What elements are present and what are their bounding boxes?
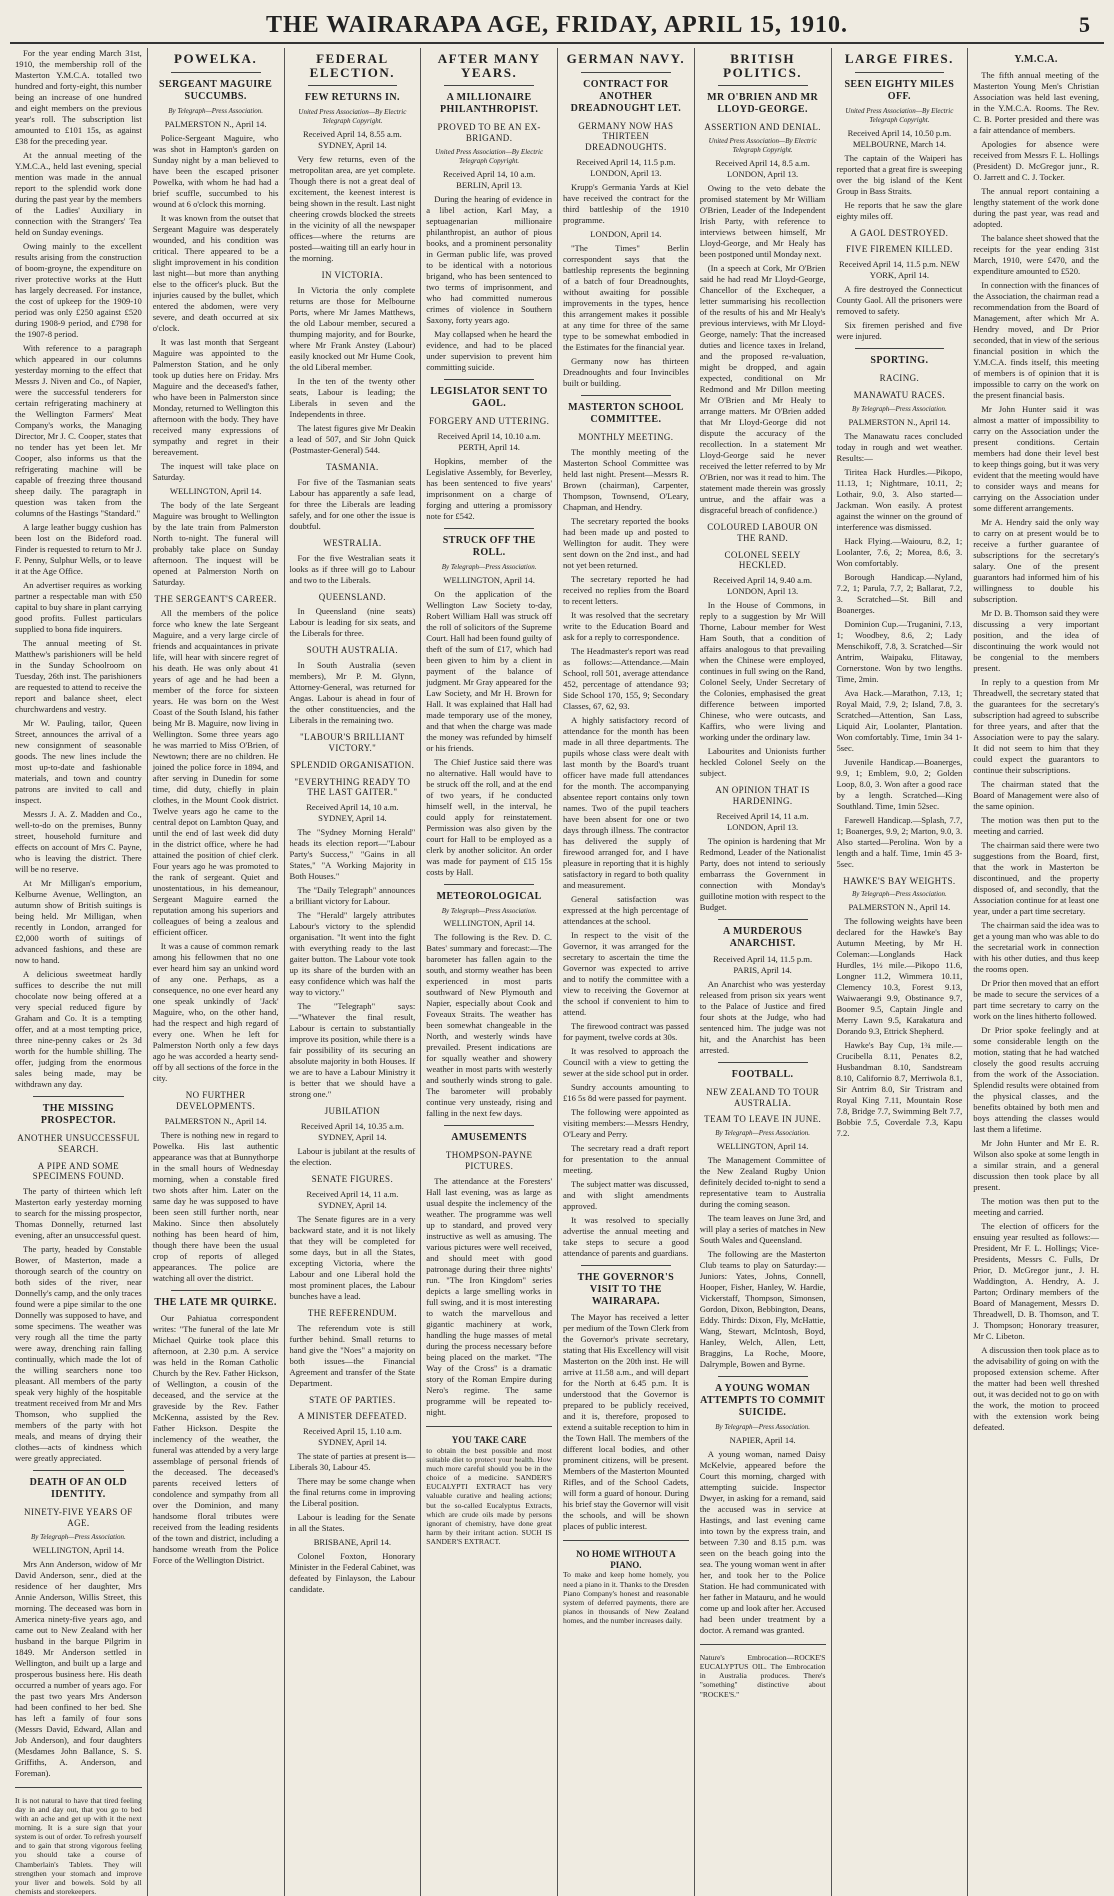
divider [444, 379, 534, 380]
article-paragraph: Krupp's Germania Yards at Kiel have received the contract for the third battleship of the 1910 programme. [563, 182, 689, 226]
article-paragraph: The Management Committee of the New Zealand Rugby Union definitely decided to-night to send a representative team to Australia during the coming season. [699, 1155, 826, 1210]
article-headline: LEGISLATOR SENT TO GAOL. [430, 385, 548, 409]
article-paragraph: Borough Handicap.—Nyland, 7.2, 1; Parula, 7.7, 2; Ballarat, 7.2, 3. Scratched—St. Bill and Boanerges. [836, 571, 963, 615]
article-paragraph: The Manawatu races concluded today in rough and wet weather. Results:— [836, 430, 963, 463]
article-headline: GERMAN NAVY. [566, 51, 686, 66]
divider [581, 72, 671, 73]
article-subheading: A GAOL DESTROYED. [850, 227, 949, 238]
article-paragraph: Hawke's Bay Cup, 1¾ mile.—Crucibella 8.11, Penates 8.2, Husbandman 8.10, Sandstream 8.10, Californio 8.7, Merriwola 8.1, Sir Antrim 8.0, Sir Tristram and Royal King 7.11, Mountain Rose 7.8, Bridge 7.7, Swimming Belt 7.7, Bobbie 7.5, Coverdale 7.3, Kapu 7.2. [836, 1040, 963, 1139]
article-subheading: JUBILATION [324, 1106, 381, 1117]
article-paragraph: Farewell Handicap.—Splash, 7.7, 1; Boanerges, 9.9, 2; Marton, 9.0, 3. Also started—Perolina. Won by a length and a half. Time, 1min 45 3-5sec. [836, 814, 963, 869]
article-paragraph: The Chief Justice said there was no alternative. Hall would have to be struck off the roll, and at the end of two years, if he conducted himself well, in the interval, he could apply for reinstatement. Permission was also given by the court for Hall to be employed as a clerk by another solicitor. An order was made for payment of £15 15s costs by Hall. [426, 756, 552, 877]
article-paragraph: A large leather buggy cushion has been lost on the Bideford road. Finder is requested to return to Mr J. F. Penny, Sulphur Wells, or to leave it at the Age Office. [15, 522, 142, 576]
divider [444, 528, 534, 529]
article-subheading: SEEN EIGHTY MILES OFF. [844, 78, 955, 102]
divider [33, 1470, 124, 1471]
article-paragraph: The following were appointed as visiting members:—Messrs Hendry, O'Leary and Perry. [563, 1106, 689, 1139]
article-paragraph: The balance sheet showed that the receipts for the year ending 31st March, 1910, were £470, and the expenditure amounted to £520. [973, 233, 1099, 276]
wire-credit: United Press Association—By Electric Telegraph Copyright. [435, 147, 544, 165]
article-paragraph: The following is the Rev. D. C. Bates' summary and forecast:—The barometer has fallen again to the south, and stormy weather has been experienced in most parts southward of New Plymouth and Napier, especially about Cook and Foveaux Straits. The weather has been somewhat changeable in the North, and westerly winds have prevailed. Present indications are for squally weather and showery weather in most parts with westerly and southerly winds strong to gale. The barometer will probably continue very unsteady, rising and falling in the next few days. [426, 932, 552, 1119]
masthead [10, 8, 1104, 44]
article-paragraph: The annual report containing a lengthy statement of the work done during the past year, was read and adopted. [973, 186, 1099, 229]
wire-credit: By Telegraph—Press Association. [168, 106, 264, 115]
article-paragraph: Mr A. Hendry said the only way to carry on at present would be to receive a further guarantee of subscriptions for the secretary's salary. One of the present guarantors had informed him of his willingness to double his subscription. [973, 517, 1099, 604]
advertisement-text: To make and keep home homely, you need a piano in it. Thanks to the Dresden Piano Company's honest and reasonable system of deferred payments, there are pianos in thousands of New Zealand homes, and the number increases daily. [563, 1570, 689, 1625]
article-paragraph: Our Pahiatua correspondent writes: "The funeral of the late Mr Michael Quirke took place this afternoon, at 2.30 p.m. A service was held in the Roman Catholic Church by the Rev. Father Hickson, of Wellington, a cousin of the deceased, and the service at the graveside by the Rev. Father McKenna, assisted by the Rev. Father Hickson. Despite the inclemency of the weather, the funeral was attended by a very large assemblage of personal friends of the deceased. The deceased's parents received letters of condolence and sympathy from all over the Dominion, and many handsome floral tributes were received from the leading residents of the town and district, including a handsome wreath from the Police Force of the Wellington District. [152, 1312, 279, 1565]
article-subheading: TEAM TO LEAVE IN JUNE. [704, 1114, 822, 1125]
article-paragraph: The "Telegraph" says:—"Whatever the final result, Labour is certain to substantially improve its position, while there is a fair possibility of its securing an absolute majority in both Houses. If we are to have a Labour Ministry it is better that we should have a strong one." [289, 1001, 416, 1100]
article-subheading: THE SERGEANT'S CAREER. [154, 593, 277, 604]
dateline: Received April 14, 10.35 a.m. SYDNEY, April 14. [300, 1120, 404, 1142]
article-subheading: "EVERYTHING READY TO THE LAST GAITER." [294, 776, 411, 798]
dateline: BRISBANE, April 14. [313, 1537, 392, 1548]
article-paragraph: The body of the late Sergeant Maguire was brought to Wellington by the late train from Palmerston North to-night. The funeral will probably take place on Sunday afternoon. The inquest will be opened at Palmerston North on Saturday. [152, 499, 279, 587]
article-paragraph: "The Times" Berlin correspondent says that the battleship represents the beginning of a batch of four Dreadnoughts, without awaiting for possible improvements in the types, hence this arrangement makes it possible at any time for three of the same type to be somewhat embodied in the Estimates for the financial year. [563, 243, 689, 353]
article-paragraph: The Headmaster's report was read as follows:—Attendance.—Main School, roll 501, average attendance 452, percentage of attendance 93; Side School 170, 155, 9; Secondary Classes, 67, 62, 93. [563, 645, 689, 711]
article-headline: BRITISH POLITICS. [723, 51, 803, 80]
article-subheading: FIVE FIREMEN KILLED. [846, 244, 953, 255]
article-paragraph: Owing mainly to the excellent results arising from the construction of boom-groyne, the expenditure on river protective works at the Hutt has largely decreased. For instance, the cost of upkeep for the 1909-10 period was only £250 against £520 during 1908-9 period, and £798 for the 1907-8 period. [15, 241, 142, 339]
advertisement-heading: YOU TAKE CARE [451, 1435, 527, 1446]
article-headline: AMUSEMENTS [451, 1132, 527, 1144]
article-paragraph: The attendance at the Foresters' Hall last evening, was as large as usual despite the inclemency of the weather. The programme was well up to standard, and proved very instructive as well as amusing. The various pictures were well received, and should meet with good patronage during their three nights' run. "The Iron Kingdom" series depicts a large smelling works in full swing, and it is most interesting to watch the marvellous and gigantic machinery at work, handling the huge masses of metal during the process necessary before being placed on the market. "The Way of the Cross" is a dramatic story of the Roman Empire during Nero's regime. The same programme will be repeated to-night. [426, 1176, 552, 1418]
article-paragraph: The secretary reported he had received no replies from the Board to recent letters. [563, 573, 689, 606]
article-paragraph: Labour is jubilant at the results of the election. [289, 1145, 416, 1167]
article-headline: THE GOVERNOR'S VISIT TO THE WAIRARAPA. [577, 1271, 675, 1307]
wire-credit: By Telegraph—Press Association. [30, 1532, 126, 1541]
article-subheading: A MILLIONAIRE PHILANTHROPIST. [439, 92, 539, 116]
article-paragraph: In South Australia (seven members), Mr P. M. Glynn, Attorney-General, was returned for Angas. Labour is ahead in four of the other constituencies, and the Liberals in the remaining two. [289, 660, 416, 726]
article-subheading: TASMANIA. [326, 461, 379, 472]
article-paragraph: In Victoria the only complete returns are those for Melbourne Ports, where Mr James Matthews, the old Labour member, secured a thumping majority, and for Bourke, where Mr Frank Anstey (Labour) easily knocked out Mr Hume Cook, the old Liberal member. [289, 284, 416, 372]
article-subheading: ASSERTION AND DENIAL. [704, 122, 821, 133]
article-paragraph: The Senate figures are in a very backward state, and it is not likely that they will be completed for some days, but in all the States, excepting Victoria, where the Labour and one Liberal hold the most prominent places, the Labour bunches have a lead. [289, 1213, 416, 1301]
dateline: WELLINGTON, April 14. [443, 574, 535, 585]
article-headline: THE LATE MR QUIRKE. [154, 1296, 277, 1308]
article-paragraph: At the annual meeting of the Y.M.C.A., held last evening, special mention was made in the annual report to the splendid work done during the past year by the members of the Ladies' Auxiliary in connection with the Strangers' Tea held on Sunday evenings. [15, 150, 142, 237]
divider [444, 884, 534, 885]
divider [33, 1096, 124, 1097]
article-headline: A YOUNG WOMAN ATTEMPTS TO COMMIT SUICIDE. [700, 1383, 826, 1419]
article-paragraph: Mrs Ann Anderson, widow of Mr David Anderson, senr., died at the residence of her daughter, Mrs Annie Anderson, Willis Street, this morning. The deceased was born in America ninety-five years ago, and came out to New Zealand with her husband in the barque Pilgrim in 1849. Mr Anderson settled in Wellington, and built up a large and prosperous business here. His death occurred a number of years ago. For the past two years Mrs Anderson had been confined to her bed. She has left a family of four sons (Messrs David, Edward, Allan and Job Anderson), and four daughters (Mesdames John Ballance, S. S. Griffiths, A. Anderson, and Foreman). [15, 1558, 142, 1778]
dateline: WELLINGTON, April 14. [169, 485, 262, 496]
article-paragraph: During the hearing of evidence in a libel action, Karl May, a septuagenarian millionaire philanthropist, an author of pious books, and a prominent personality in German public life, was proved to be identical with a notorious brigand, who has been sentenced to two terms of imprisonment, and who had committed numerous crimes of violence in Southern Saxony, forty years ago. [426, 193, 552, 325]
article-paragraph: A fire destroyed the Connecticut County Gaol. All the prisoners were removed to safety. [836, 284, 963, 317]
article-subheading: NO FURTHER DEVELOPMENTS. [176, 1090, 256, 1112]
article-subheading: MANAWATU RACES. [853, 389, 946, 400]
article-subheading: IN VICTORIA. [321, 270, 384, 281]
article-paragraph: It was resolved to specially advertise the annual meeting and take steps to secure a good attendance of parents and guardians. [563, 1214, 689, 1258]
article-paragraph: The following weights have been declared for the Hawke's Bay Autumn Meeting, by Mr H. Coleman:—Longlands Hack Hurdles, 1½ mile.—Pikopo 11.6, Longner 11.2, Wimmera 10.11, Clemency 10.3, Forest 9.13, Waiwaerangi 9.9, Obstinance 9.7, Boomer 9.5, Captain Jingle and Merry Lawn 9.5, Karakatura and Dorando 9.3, Ettrick Shepherd. [836, 916, 963, 1037]
article-headline: Y.M.C.A. [1014, 54, 1058, 65]
article-subheading: SPLENDID ORGANISATION. [290, 759, 415, 770]
article-paragraph: Juvenile Handicap.—Boanerges, 9.9, 1; Emblem, 9.0, 2; Golden Loop, 8.0, 3. Won after a good race by a length. Scratched—King Southland. Time, 1min 52sec. [836, 756, 963, 811]
dateline: Received April 14, 11.5 p.m. LONDON, April 13. [576, 157, 676, 179]
divider [563, 1540, 689, 1541]
article-headline: LARGE FIRES. [844, 51, 954, 66]
article-paragraph: Police-Sergeant Maguire, who was shot in Hampton's garden on Sunday night by a man believed to have been the escaped prisoner Powelka, with whom he had had a brief scuffle, succumbed to his wound at 6 o'clock this morning. [152, 132, 279, 209]
article-paragraph: A young woman, named Daisy McKelvie, appeared before the Court this morning, charged with attempting suicide. Inspector Dwyer, in asking for a remand, said the accused was in service at Hastings, and last evening came into town by the express train, and between 7.30 and 8.15 p.m. was seen on the beach going into the sea. The young woman went in after her, and took her to the Police Station. He had communicated with her father in Matauru, and he would come up and look after her. Accused had been under treatment by a doctor. A remand was granted. [699, 1449, 826, 1636]
divider [855, 348, 945, 349]
article-paragraph: In reply to a question from Mr Threadwell, the secretary stated that the guarantees for the secretary's subscription had agreed to subscribe for three years, and after that the Association were to pay the salary. It did not seem to him that they could expect the guarantors to continue their subscriptions. [973, 677, 1099, 775]
column-2 [147, 48, 284, 1896]
dateline: Received April 14, 11 a.m. SYDNEY, April 14. [306, 1188, 399, 1210]
dateline: NAPIER, April 14. [729, 1435, 796, 1446]
article-subheading: SOUTH AUSTRALIA. [306, 645, 399, 656]
article-subheading: QUEENSLAND. [318, 591, 386, 602]
article-paragraph: It was resolved that the secretary write to the Education Board and ask for a reply to correspondence. [563, 609, 689, 642]
article-paragraph: Hopkins, member of the Legislative Assembly, for Beverley, has been sentenced to five years' imprisonment on a charge of forging and uttering a promissory note for £542. [426, 455, 552, 521]
wire-credit: By Telegraph—Press Association. [851, 890, 947, 899]
article-paragraph: (In a speech at Cork, Mr O'Brien said he had read Mr Lloyd-George, Chancellor of the Exchequer, a letter summarising his recollection of the results of his and Mr Healy's previous interviews, with Mr Lloyd-George, namely: That the increased duties and licence taxes in Ireland, and the proposed re-valuation, might be dropped, and again expected, conditional on Mr Redmond and Mr Dillon meeting Mr O'Brien and Mr Healy to arrange matters. Mr O'Brien added that Mr Lloyd-George did not dispute the accuracy of the recollection. In a statement Mr Lloyd-George said he never received the letter referred to by Mr O'Brien, nor was it read to him. The statement made therein was grossly untrue, and the affair was a disgraceful breach of confidence.) [699, 262, 826, 515]
article-paragraph: The fifth annual meeting of the Masterton Young Men's Christian Association was held last evening, in the Y.M.C.A. Rooms. The Rev. C. B. Porter presided and there was a fair attendance of members. [973, 70, 1099, 135]
article-paragraph: With reference to a paragraph which appeared in our columns yesterday morning to the effect that Messrs J. Niven and Co., of Napier, were the successful tenderers for certain refrigerating machinery at the Wellington Farmers' Meat Company's works, the Managing Director, Mr J. C. Cooper, states that no tender has yet been let. Mr Cooper, also informs us that the refrigerating machine will be capable of freezing three thousand sheep daily. The paragraph in question was taken from the columns of the Hastings "Standard." [15, 343, 142, 518]
article-subheading: A MINISTER DEFEATED. [298, 1411, 407, 1422]
article-headline: THE MISSING PROSPECTOR. [40, 1103, 116, 1126]
dateline: Received April 14, 9.40 a.m. LONDON, April 13. [713, 575, 813, 597]
divider [718, 1376, 808, 1377]
article-subheading: MR O'BRIEN AND MR LLOYD-GEORGE. [707, 92, 819, 116]
columns [10, 48, 1104, 1896]
article-headline: A MURDEROUS ANARCHIST. [723, 925, 803, 949]
article-paragraph: The Mayor has received a letter per medium of the Town Clerk from the Governor's private secretary, stating that His Excellency will visit Masterton on the 20th inst. He will arrive at 11.58 a.m., and will depart for the North at 6.45 p.m. It is understood that the Governor is prepared to be publicly received, and it is, therefore, proposed to extend a suitable reception to him in the Town Hall. The members of the different local bodies, and other prominent citizens, will be present. Members of the Masterton Mounted Rifles, and of the School Cadets, will form a guard of honour. During his brief stay the Governor will visit the schools, and will be shown places of public interest. [563, 1311, 689, 1531]
article-paragraph: The secretary reported the books had been made up and posted to Wellington for audit. They were sent down on the 2nd inst., and had not yet been returned. [563, 515, 689, 570]
article-paragraph: Messrs J. A. Z. Madden and Co., well-to-do on the premises, Bunny street, household furniture and effects on account of Mrs C. Payne, who is leaving the district. There will be no reserve. [15, 809, 142, 874]
article-paragraph: The "Daily Telegraph" announces a brilliant victory for Labour. [289, 885, 416, 907]
dateline: WELLINGTON, April 14. [32, 1544, 125, 1555]
article-subheading: RACING. [879, 373, 920, 384]
dateline: Received April 14, 10 a.m. SYDNEY, April 14. [306, 802, 399, 824]
dateline: PALMERSTON N., April 14. [848, 416, 951, 427]
article-paragraph: Labour is leading for the Senate in all the States. [289, 1512, 416, 1534]
article-paragraph: In the ten of the twenty other seats, Labour is leading; the Liberals in seven and the Independents in three. [289, 375, 416, 419]
article-paragraph: The latest figures give Mr Deakin a lead of 507, and Sir John Quick (Postmaster-General) 544. [289, 422, 416, 455]
article-paragraph: The "Herald" largely attributes Labour's victory to the splendid organisation. "It went into the fight with everything ready to the last gaiter button. The Labour vote took up its share of the burden with an easy confidence which was half the way to victory." [289, 910, 416, 998]
column-5 [557, 48, 694, 1896]
article-headline: FOOTBALL. [731, 1068, 794, 1080]
article-subheading: WESTRALIA. [323, 537, 382, 548]
article-paragraph: An advertiser requires as working partner a respectable man with £50 capital to buy share in plant carrying good profits. Fullest particulars supplied to bona fide inquirers. [15, 580, 142, 634]
article-paragraph: Mr John Hunter and Mr E. R. Wilson also spoke at some length in a similar strain, and a general discussion then took place by all present. [973, 1138, 1099, 1192]
divider [308, 85, 398, 86]
article-paragraph: In connection with the finances of the Association, the chairman read a recommendation from the Board of Management, after which Mr A. Hendry moved, and Dr Prior seconded, that in view of the serious financial position in which the Y.M.C.A. finds itself, this meeting of members is of opinion that it is impossible to carry on the work on the present financial basis. [973, 280, 1099, 400]
article-subheading: A PIPE AND SOME SPECIMENS FOUND. [32, 1160, 125, 1182]
article-subheading: AN OPINION THAT IS HARDENING. [715, 785, 810, 806]
article-paragraph: The captain of the Waiperi has reported that a great fire is sweeping over the big island of the Kent Group in Bass Straits. [836, 152, 963, 196]
column-6 [694, 48, 831, 1896]
article-paragraph: A highly satisfactory record of attendance for the month has been made in all three departments. The pupils whose class were dealt with last month by the Board's truant officer have made full attendances for the month. The accompanying absentee report contains only town names. Two of the pupil teachers have been absent for one or two days through illness. The contractor has delivered the supply of firewood arranged for, and I have pleasure in reporting that it is highly satisfactory in regard to both quality and measurement. [563, 714, 689, 890]
column-3 [284, 48, 421, 1896]
article-paragraph: All the members of the police force who knew the late Sergeant Maguire, and a very large circle of friends and acquaintances in private life, will hear with sincere regret of his death. He was only about 41 years of age and he had been a member of the force for sixteen years. He was born on the West Coast of the South Island, his father being Mr B. Maguire, now living in Wellington. Some three years ago he was married to Miss O'Brien, of Newtown; there are no children. He joined the police force in 1894, and after serving in Dunedin for some time, did duty, chiefly in plain clothes, in the Mount Cook district. Twelve years ago he came to the central depot on Lambton Quay, and until the end of last week did duty in the district office, where he had attained the position of chief clerk. Four years ago he was promoted to the rank of sergeant. Quiet and unostentatious, in his demeanour, Sergeant Maguire earned the reputation among his superiors and colleagues of being a zealous and efficient officer. [152, 608, 279, 938]
article-paragraph: At Mr Milligan's emporium, Kelburne Avenue, Wellington, an autumn show of British suitings is being held. Mr Milligan, when recently in London, arranged for £2,000 worth of suitings of advanced fashions, and these are now to hand. [15, 878, 142, 965]
article-paragraph: The secretary read a draft report for presentation to the annual meeting. [563, 1142, 689, 1175]
article-paragraph: Very few returns, even of the metropolitan area, are yet complete. Though there is not a great deal of excitement, the keenest interest is being shown in the result. Last night cheering crowds blocked the streets in the vicinity of all the newspaper offices—where the returns are posted—waiting till an early hour in the morning. [289, 154, 416, 264]
article-paragraph: General satisfaction was expressed at the high percentage of attendances at the school. [563, 893, 689, 926]
article-paragraph: There is nothing new in regard to Powelka. His last authentic appearance was that at Bunnythorpe in the small hours of Wednesday morning, when a constable fired two shots after him. Later on the same day he was supposed to have been seen still further north, near Makino. Since then absolutely nothing has been heard of him, though there have been the usual crop of reports of alleged appearances. The police are watching all over the district. [152, 1129, 279, 1283]
dateline: Received April 14, 10 a.m. BERLIN, April 13. [442, 168, 536, 190]
dateline: Received April 15, 1.10 a.m. SYDNEY, April 14. [302, 1426, 402, 1448]
dateline: Received April 14, 11 a.m. LONDON, April 13. [716, 810, 809, 832]
article-subheading: MONTHLY MEETING. [578, 432, 674, 443]
article-paragraph: Tiritea Hack Hurdles.—Pikopo, 11.13, 1; Nightmare, 10.11, 2; Lothair, 9.0, 3. Also started—Jackman. Won easily. A protest against the winner on the ground of interference was dismissed. [836, 466, 963, 532]
dateline: Received April 14, 10.50 p.m. MELBOURNE, March 14. [847, 127, 952, 149]
dateline: WELLINGTON, April 14. [716, 1141, 809, 1152]
article-paragraph: Owing to the veto debate the promised statement by Mr William O'Brien, Leader of the Independent Irish Party, with reference to interviews between himself, Mr Lloyd-George, and Mr Healy has been postponed until Monday next. [699, 182, 826, 259]
dateline: PALMERSTON N., April 14. [848, 902, 951, 913]
dateline: Received April 14, 8.5 a.m. LONDON, April 13. [715, 157, 810, 179]
article-subheading: "LABOUR'S BRILLIANT VICTORY." [300, 732, 405, 753]
divider [171, 72, 261, 73]
wire-credit: By Telegraph—Press Association. [715, 1129, 811, 1138]
article-paragraph: It was a cause of common remark among his fellowmen that no one ever heard him say an unkind word of any one. Perhaps, as a consequence, no one ever heard any one speak unkindly of 'Jack' Maguire, who, on the other hand, had the respect and high regard of every one. When he left for Palmerston North only a few days ago he was accorded a hearty send-off by all sections of the force in the city. [152, 941, 279, 1084]
article-subheading: CONTRACT FOR ANOTHER DREADNOUGHT LET. [570, 78, 682, 114]
article-subheading: THOMPSON-PAYNE PICTURES. [445, 1150, 533, 1172]
article-paragraph: The chairman said there were two suggestions from the Board, first, that the work in Masterton be discontinued, and the property disposed of, and secondly, that the Association continue for at least one year, under a part time secretary. [973, 840, 1099, 916]
advertisement-text: to obtain the best possible and most suitable diet to protect your health. How much more careful should you be in the choice of a medicine. SANDER'S EUCALYPTI EXTRACT has very valuable curative and healing actions; but the so-called Eucalyptus Extracts, which are crude oils made by persons ignorant of chemistry, have done great harm by their irritant action. SUCH IS SANDER'S EXTRACT. [426, 1445, 552, 1546]
dateline: Received April 14, 8.55 a.m. SYDNEY, April 14. [302, 129, 402, 151]
article-paragraph: Six firemen perished and five were injured. [836, 320, 963, 342]
dateline: Received April 14, 10.10 a.m. PERTH, April 14. [437, 430, 541, 452]
article-paragraph: The state of parties at present is—Liberals 30, Labour 45. [289, 1451, 416, 1473]
divider [718, 1062, 808, 1063]
article-subheading: COLOURED LABOUR ON THE RAND. [707, 521, 818, 543]
article-paragraph: The monthly meeting of the Masterton School Committee was held last night. Present—Messrs R. Brown (chairman), Carpenter, Thompson, Townsend, O'Leary, Chapman, and Hendry. [563, 446, 689, 512]
page-number: 5 [1079, 12, 1090, 37]
wire-credit: United Press Association—By Electric Telegraph Copyright. [708, 137, 817, 155]
article-paragraph: The following are the Masterton Club teams to play on Saturday:—Juniors: Yates, Johns, Connell, Hooper, Fisher, Hanley, W. Hardie, Vickerstaff, Thompson, Simonsen, Gordon, Dixon, Bebbington, Deans, Eddy. Thirds: Dixon, Fly, McHattie, Wang, Stewart, McIntosh, Boyd, Hanley, Welch, Allen, Lett, Braggins, La Roche, Moore, Dalrymple, Bowen and Byrne. [699, 1249, 826, 1370]
dateline: Received April 14, 11.5 p.m. PARIS, April 14. [713, 953, 813, 975]
wire-credit: By Telegraph—Press Association. [851, 404, 947, 413]
dateline: PALMERSTON N., April 14. [164, 1115, 267, 1126]
article-headline: AFTER MANY YEARS. [437, 51, 541, 80]
article-headline: POWELKA. [174, 51, 258, 66]
article-subheading: ANOTHER UNSUCCESSFUL SEARCH. [17, 1133, 140, 1154]
advertisement [563, 1549, 689, 1625]
column-8 [967, 48, 1104, 1896]
article-paragraph: Apologies for absence were received from Messrs F. L. Hollings (President) D. McGregor junr., R. O. Jarrett and C. J. Tocker. [973, 139, 1099, 182]
divider [718, 919, 808, 920]
dateline: Received April 14, 11.5 p.m. NEW YORK, April 14. [839, 259, 960, 281]
article-subheading: NINETY-FIVE YEARS OF AGE. [24, 1507, 133, 1528]
article-paragraph: The party, headed by Constable Bower, of Masterton, made a thorough search of the country on both sides of the river, near Donnelly's camp, and the only traces found were a pipe similar to the one Donnelly was supposed to have, and some specimens. The weather was very rough all the time the party were away, drenching rain falling continually, which made the lot of the willing searchers none too pleasant. All members of the party speak very highly of the hospitable treatment received from Mr and Mrs Thomson, who supplied the members of the party with hot meals, and means of drying their clothes—acts of kindness which were greatly appreciated. [15, 1244, 142, 1464]
article-paragraph: There may be some change when the final returns come in improving the Liberal position. [289, 1476, 416, 1509]
article-paragraph: The inquest will take place on Saturday. [152, 460, 279, 482]
article-paragraph: In respect to the visit of the Governor, it was arranged for the secretary to ascertain the time the Governor was expected to arrive and to notify the committee with a view to receiving the Governor at the school if convenient to him to attend. [563, 929, 689, 1017]
article-paragraph: Mr W. Pauling, tailor, Queen Street, announces the arrival of a new consignment of seasonable goods. The new lines include the most up-to-date and fashionable materials, and town and country patrons are invited to call and inspect. [15, 718, 142, 805]
newspaper-title: THE WAIRARAPA AGE, FRIDAY, APRIL 15, 1910. [265, 11, 849, 38]
article-headline: SPORTING. [870, 355, 929, 367]
wire-credit: By Telegraph—Press Association. [441, 562, 537, 571]
column-4 [420, 48, 557, 1896]
article-subheading: GERMANY NOW HAS THIRTEEN DREADNOUGHTS. [578, 120, 674, 153]
article-paragraph: The party of thirteen which left Masterton early yesterday morning to search for the missing prospector, Thomas Donnelly, returned last evening, after an unsuccessful quest. [15, 1186, 142, 1241]
wire-credit: By Telegraph—Press Association. [715, 1423, 811, 1432]
article-paragraph: Mr John Hunter said it was almost a matter of impossibility to carry on the Association under the present conditions. Certain members had done their level best to keep things going, but it was very evident that the meeting would have to consider ways and means for carrying on the Association under some different arrangements. [973, 404, 1099, 513]
article-paragraph: He reports that he saw the glare eighty miles off. [836, 199, 963, 221]
article-paragraph: The motion was then put to the meeting and carried. [973, 1196, 1099, 1217]
divider [581, 395, 671, 396]
article-paragraph: The chairman stated that the Board of Management were also of the same opinion. [973, 779, 1099, 811]
article-paragraph: It was resolved to approach the Council with a view to getting the sewer at the side school put in order. [563, 1045, 689, 1078]
article-paragraph: For the year ending March 31st, 1910, the membership roll of the Masterton Y.M.C.A. totalled two hundred and forty-eight, this number being an increase of one hundred and eight members on the previous year's roll. The subscription list amounted to £101 15s, as against £38 for the preceding year. [15, 48, 142, 146]
article-paragraph: Sundry accounts amounting to £16 5s 8d were passed for payment. [563, 1081, 689, 1103]
article-subheading: FORGERY AND UTTERING. [428, 415, 550, 426]
article-paragraph: Labourites and Unionists further heckled Colonel Seely on the subject. [699, 746, 826, 779]
wire-credit: United Press Association—By Electric Telegraph Copyright. [845, 106, 954, 124]
article-paragraph: Dr Prior then moved that an effort be made to secure the services of a part time secretary to carry on the work on the lines hitherto followed. [973, 978, 1099, 1021]
article-subheading: SENATE FIGURES. [311, 1173, 394, 1184]
divider [700, 1644, 826, 1645]
article-paragraph: Colonel Foxton, Honorary Minister in the Federal Cabinet, was defeated by Finlayson, the Labour candidate. [289, 1551, 416, 1595]
article-paragraph: The motion was then put to the meeting and carried. [973, 815, 1099, 836]
article-paragraph: Mr D. B. Thomson said they were discussing a very important position, and the idea of discontinuing the work would not be congenial to the members present. [973, 608, 1099, 673]
article-paragraph: On the application of the Wellington Law Society to-day, Robert William Hall was struck off the roll of solicitors of the Supreme Court. Hall had been found guilty of theft of the sum of £17, which had been given to him by a client in payment of the balance of judgment. Mr Gray appeared for the Law Society, and Mr H. Brown for Hall. It was explained that Hall had made temporary use of the money, and that when the charge was made the money was refunded by himself or his friends. [426, 588, 552, 753]
article-paragraph: A delicious sweetmeat hardly suffices to describe the nut mill chocolate now being offered at a very special reduced figure by Graham and Co. It is a tempting offer, and at a most tempting price, three nine-penny cakes or 2s 3d worth for the humble shilling. The offer, judging from the enormous sales being made, may be withdrawn any day. [15, 969, 142, 1089]
divider [15, 1787, 142, 1788]
article-paragraph: Ava Hack.—Marathon, 7.13, 1; Royal Maid, 7.9, 2; Island, 7.8, 3. Scratched—Attention, San Lass, Liquid Air, Loolanter, Plantation. Won comfortably. Time, 1min 34 1-5sec. [836, 687, 963, 753]
article-headline: DEATH OF AN OLD IDENTITY. [29, 1477, 128, 1501]
article-subheading: PROVED TO BE AN EX-BRIGAND. [437, 122, 541, 144]
article-paragraph: In the House of Commons, in reply to a suggestion by Mr Will Thorne, Labour member for West Ham South, that a condition of affairs analogous to that prevailing when the Chinese were employed, continues in full swing on the Rand, Colonel Seely, Under Secretary of the Colonies, emphasised the great difference between imported Chinese, who were outcasts, and Kaffirs, who were living and working under the ordinary law. [699, 600, 826, 743]
wire-credit: By Telegraph—Press Association. [441, 906, 537, 915]
article-paragraph: Dr Prior spoke feelingly and at some considerable length on the motion, stating that he had watched closely the good results accruing from the work of the Association. Splendid results were obtained from the physical classes, and the benefits obtained by both men and boys attending the classes would last them a lifetime. [973, 1025, 1099, 1134]
article-subheading: SERGEANT MAGUIRE SUCCUMBS. [159, 78, 273, 102]
divider [171, 1290, 261, 1291]
wire-credit: United Press Association—By Electric Telegraph Copyright. [298, 108, 407, 126]
dateline: WELLINGTON, April 14. [443, 918, 535, 929]
article-paragraph: In Queensland (nine seats) Labour is leading for six seats, and the Liberals for three. [289, 606, 416, 639]
article-subheading: COLONEL SEELY HECKLED. [724, 549, 801, 571]
article-subheading: FEW RETURNS IN. [304, 92, 400, 104]
article-headline: STRUCK OFF THE ROLL. [442, 534, 536, 558]
article-paragraph: An Anarchist who was yesterday released from prison six years went to the Palace of Justice and fired four shots at the Judge, who had sentenced him. The judge was not hit, and the Anarchist has been arrested. [699, 978, 826, 1055]
article-paragraph: The opinion is hardening that Mr Redmond, Leader of the Nationalist Party, does not intend to seriously embarrass the Government in connection with Monday's guillotine motion with respect to the Budget. [699, 835, 826, 912]
article-paragraph: A discussion then took place as to the advisability of going on with the proposed extension scheme. After the matter had been well threshed out, it was decided not to go on with the work, the motion to proceed with the extension work being defeated. [973, 1345, 1099, 1432]
divider [444, 1125, 534, 1126]
article-paragraph: The team leaves on June 3rd, and will play a series of matches in New South Wales and Queensland. [699, 1213, 826, 1246]
article-subheading: THE REFERENDUM. [307, 1307, 397, 1318]
article-subheading: HAWKE'S BAY WEIGHTS. [843, 875, 956, 886]
column-7 [831, 48, 968, 1896]
article-headline: METEOROLOGICAL [436, 890, 542, 902]
article-paragraph: Germany now has thirteen Dreadnoughts and four Invincibles built or building. [563, 356, 689, 389]
divider [444, 85, 534, 86]
column-1 [10, 48, 147, 1896]
divider [426, 1426, 552, 1427]
divider [855, 72, 945, 73]
advertisement: Nature's Embrocation—ROCKE'S EUCALYPTUS OIL. The Embrocation in Australia produces. There's "something" distinctive about "ROCKE'S." [699, 1653, 826, 1699]
article-paragraph: Dominion Cup.—Truganini, 7.13, 1; Woodbey, 8.6, 2; Lady Menschikoff, 7.8, 3. Scratched—Sir Antrim, Waipaku, Flitaway, Cornerstone. Won by two lengths. Time, 2min. [836, 618, 963, 684]
advertisement: It is not natural to have that tired feeling day in and day out, that you go to bed with an ache and get up with it the next morning. It is a sure sign that your system is out of order. To refresh yourself and to gain that strong vigorous feeling you should take a course of Chamberlain's Tablets. They will strengthen your stomach and improve your liver and bowels. Sold by all chemists and storekeepers. [15, 1795, 142, 1896]
article-paragraph: The chairman said the idea was to get a young man who was able to do the secretarial work in connection with his other duties, and thus keep the rooms open. [973, 920, 1099, 974]
article-paragraph: It was last month that Sergeant Maguire was appointed to the Palmerston Station, and he only took up duties here on Friday. Mrs Maguire and the deceased's father, who have been in Palmerston since Monday, returned to Wellington this afternoon with the body. They have received many expressions of sympathy and regret in their bereavement. [152, 336, 279, 457]
divider [581, 1265, 671, 1266]
article-paragraph: The annual meeting of St. Matthew's parishioners will be held in the Sunday Schoolroom on Tuesday, 26th inst. The parishioners are requested to attend to receive the report and balance sheet, elect churchwardens and vestry. [15, 638, 142, 714]
article-paragraph: It was known from the outset that Sergeant Maguire was desperately wounded, and his condition was critical. There appeared to be a slight improvement in his condition last night—but more than anything else to the officer's pluck. But the injuries caused by the bullet, which entered the abdomen, were very severe, and death occurred at six o'clock. [152, 212, 279, 333]
article-subheading: NEW ZEALAND TO TOUR AUSTRALIA. [706, 1086, 820, 1108]
article-paragraph: For the five Westralian seats it looks as if three will go to Labour and two to the Liberals. [289, 552, 416, 585]
article-subheading: STATE OF PARTIES. [309, 1394, 396, 1405]
article-paragraph: The referendum vote is still further behind. Small returns to hand give the "Noes" a majority on both issues—the Financial Agreement and transfer of the State Department. [289, 1322, 416, 1388]
article-paragraph: For five of the Tasmanian seats Labour has apparently a safe lead, for three the Liberals are leading safely, and for one other the issue is doubtful. [289, 476, 416, 531]
dateline: LONDON, April 14. [590, 229, 662, 240]
advertisement-heading: NO HOME WITHOUT A PIANO. [576, 1548, 676, 1570]
article-headline: FEDERAL ELECTION. [309, 51, 396, 80]
article-paragraph: The election of officers for the ensuing year resulted as follows:—President, Mr F. L. Hollings; Vice-Presidents, Messrs C. Fulls, Dr Prior, D. McGregor junr., J. H. Waddington, A. Hendry, A. J. Parton; Ordinary members of the Board of Management, Messrs D. Threadwell, D. B. Thomson, and T. J. Thompson; Honorary treasurer, Mr C. Libeton. [973, 1221, 1099, 1341]
article-paragraph: May collapsed when he heard the evidence, and had to be placed under supervision to prevent him committing suicide. [426, 328, 552, 372]
dateline: PALMERSTON N., April 14. [164, 118, 267, 129]
article-headline: MASTERTON SCHOOL COMMITTEE. [568, 402, 684, 426]
divider [718, 85, 808, 86]
article-paragraph: Hack Flying.—Waiouru, 8.2, 1; Loolanter, 7.6, 2; Morea, 8.6, 3. Won comfortably. [836, 535, 963, 568]
advertisement [426, 1435, 552, 1546]
article-paragraph: The firewood contract was passed for payment, twelve cords at 30s. [563, 1020, 689, 1042]
article-paragraph: The "Sydney Morning Herald" heads its election report—"Labour Party's Success," "Gains in all States," "A Working Majority in Both Houses." [289, 827, 416, 882]
article-paragraph: The subject matter was discussed, and with slight amendments approved. [563, 1178, 689, 1211]
